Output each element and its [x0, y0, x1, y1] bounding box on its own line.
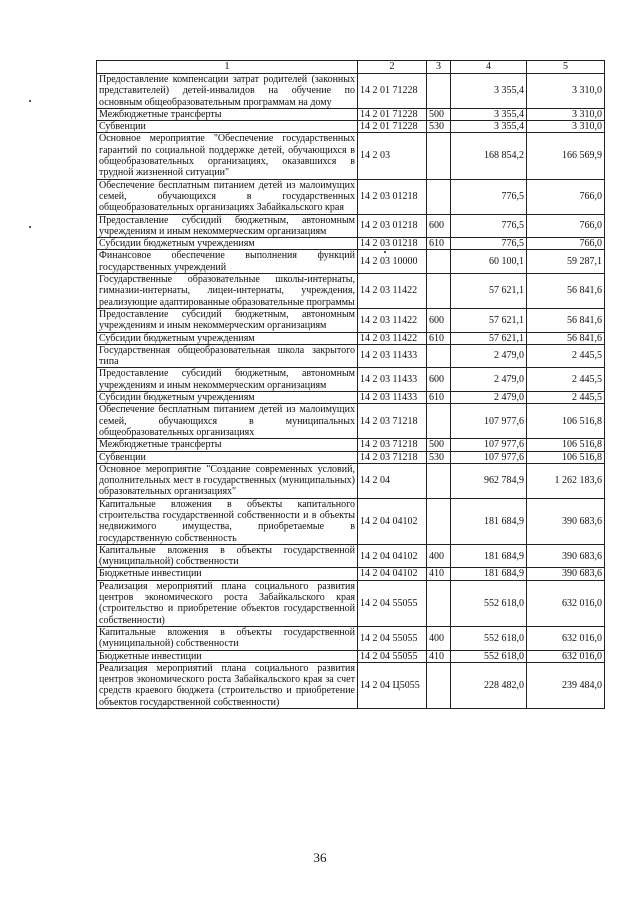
margin-mark [29, 226, 31, 228]
row-code-cell: 14 2 04 55055 [358, 626, 427, 650]
row-code-cell: 14 2 03 71218 [358, 439, 427, 451]
row-type-cell [427, 133, 451, 179]
row-value-cell: 962 784,9 [451, 463, 527, 498]
row-value-cell: 552 618,0 [451, 626, 527, 650]
row-value-cell: 106 516,8 [527, 404, 605, 439]
row-name-cell: Бюджетные инвестиции [97, 568, 358, 580]
table-row [97, 179, 605, 214]
row-type-cell [427, 404, 451, 439]
row-value-cell: 776,5 [451, 214, 527, 238]
row-code-cell: 14 2 03 71218 [358, 451, 427, 463]
page-number: 36 [313, 850, 327, 865]
row-type-cell: 600 [427, 214, 451, 238]
row-type-cell: 610 [427, 332, 451, 344]
row-value-cell: 181 684,9 [451, 498, 527, 544]
row-name-cell: Капитальные вложения в объекты государственной (муниципальной) собственности [97, 626, 358, 650]
row-value-cell: 552 618,0 [451, 650, 527, 662]
row-type-cell: 500 [427, 439, 451, 451]
row-type-cell: 410 [427, 650, 451, 662]
row-code-cell: 14 2 03 11422 [358, 332, 427, 344]
row-value-cell: 3 355,4 [451, 121, 527, 133]
row-code-cell: 14 2 03 71218 [358, 404, 427, 439]
row-value-cell: 3 355,4 [451, 108, 527, 120]
row-value-cell: 59 287,1 [527, 250, 605, 274]
row-name-cell: Субсидии бюджетным учреждениям [97, 392, 358, 404]
row-value-cell: 181 684,9 [451, 544, 527, 568]
row-value-cell: 766,0 [527, 214, 605, 238]
row-code-cell: 14 2 04 04102 [358, 498, 427, 544]
table-row [97, 133, 605, 179]
row-value-cell: 2 445,5 [527, 368, 605, 392]
row-value-cell: 57 621,1 [451, 332, 527, 344]
row-value-cell: 632 016,0 [527, 580, 605, 626]
table-row [97, 580, 605, 626]
column-header: 3 [427, 61, 451, 74]
row-value-cell: 228 482,0 [451, 662, 527, 708]
row-name-cell: Предоставление компенсации затрат родителей (законных представителей) детей-инвалидов на обучение по основным общеобразовательным программам на дому [97, 74, 358, 109]
row-code-cell: 14 2 03 [358, 133, 427, 179]
table-row [97, 344, 605, 368]
row-code-cell: 14 2 03 11422 [358, 308, 427, 332]
table-row [97, 368, 605, 392]
table-row [97, 238, 605, 250]
row-name-cell: Бюджетные инвестиции [97, 650, 358, 662]
row-code-cell: 14 2 01 71228 [358, 108, 427, 120]
table-row [97, 650, 605, 662]
row-value-cell: 56 841,6 [527, 332, 605, 344]
table-row [97, 121, 605, 133]
row-type-cell [427, 344, 451, 368]
row-value-cell: 390 683,6 [527, 498, 605, 544]
row-name-cell: Межбюджетные трансферты [97, 108, 358, 120]
row-type-cell [427, 74, 451, 109]
row-type-cell: 410 [427, 568, 451, 580]
row-value-cell: 3 355,4 [451, 74, 527, 109]
row-name-cell: Финансовое обеспечение выполнения функций государственных учреждений [97, 250, 358, 274]
row-name-cell: Субсидии бюджетным учреждениям [97, 332, 358, 344]
row-value-cell: 766,0 [527, 238, 605, 250]
row-code-cell: 14 2 03 11433 [358, 368, 427, 392]
row-code-cell: 14 2 04 Ц5055 [358, 662, 427, 708]
row-name-cell: Предоставление субсидий бюджетным, автономным учреждениям и иным некоммерческим организациям [97, 368, 358, 392]
table-row [97, 498, 605, 544]
row-value-cell: 2 445,5 [527, 392, 605, 404]
row-code-cell: 14 2 03 01218 [358, 214, 427, 238]
row-name-cell: Основное мероприятие "Обеспечение государственных гарантий по социальной поддержке детей, обучающихся в общеобразовательных организациях, оказавшихся в трудной жизненной ситуации" [97, 133, 358, 179]
row-name-cell: Основное мероприятие "Создание современных условий, дополнительных мест в государственных (муниципальных) образовательных организациях" [97, 463, 358, 498]
table-row [97, 451, 605, 463]
row-value-cell: 2 479,0 [451, 368, 527, 392]
table-row [97, 250, 605, 274]
table-row [97, 332, 605, 344]
table-header-row [97, 61, 605, 74]
row-code-cell: 14 2 04 55055 [358, 650, 427, 662]
table-row [97, 626, 605, 650]
row-value-cell: 3 310,0 [527, 121, 605, 133]
row-value-cell: 107 977,6 [451, 451, 527, 463]
row-type-cell: 500 [427, 108, 451, 120]
row-value-cell: 166 569,9 [527, 133, 605, 179]
row-type-cell [427, 179, 451, 214]
table-row [97, 404, 605, 439]
row-name-cell: Субвенции [97, 451, 358, 463]
row-value-cell: 56 841,6 [527, 308, 605, 332]
row-value-cell: 57 621,1 [451, 308, 527, 332]
row-value-cell: 107 977,6 [451, 404, 527, 439]
row-value-cell: 3 310,0 [527, 74, 605, 109]
row-type-cell [427, 662, 451, 708]
row-type-cell: 530 [427, 121, 451, 133]
table-row [97, 439, 605, 451]
row-value-cell: 56 841,6 [527, 274, 605, 309]
row-code-cell: 14 2 04 04102 [358, 544, 427, 568]
row-value-cell: 168 854,2 [451, 133, 527, 179]
row-value-cell: 552 618,0 [451, 580, 527, 626]
row-name-cell: Обеспечение бесплатным питанием детей из малоимущих семей, обучающихся в государственных общеобразовательных организациях Забайкальского края [97, 179, 358, 214]
row-type-cell: 610 [427, 238, 451, 250]
row-value-cell: 2 479,0 [451, 344, 527, 368]
row-value-cell: 181 684,9 [451, 568, 527, 580]
row-name-cell: Субсидии бюджетным учреждениям [97, 238, 358, 250]
row-value-cell: 106 516,8 [527, 451, 605, 463]
row-value-cell: 107 977,6 [451, 439, 527, 451]
row-code-cell: 14 2 04 [358, 463, 427, 498]
row-name-cell: Предоставление субсидий бюджетным, автономным учреждениям и иным некоммерческим организациям [97, 308, 358, 332]
row-code-cell: 14 2 03 11433 [358, 392, 427, 404]
row-type-cell: 530 [427, 451, 451, 463]
row-type-cell [427, 463, 451, 498]
row-value-cell: 106 516,8 [527, 439, 605, 451]
table-row [97, 274, 605, 309]
row-code-cell: 14 2 01 71228 [358, 74, 427, 109]
row-value-cell: 57 621,1 [451, 274, 527, 309]
row-value-cell: 239 484,0 [527, 662, 605, 708]
row-code-cell: 14 2 04 55055 [358, 580, 427, 626]
row-value-cell: 3 310,0 [527, 108, 605, 120]
row-value-cell: 390 683,6 [527, 544, 605, 568]
row-value-cell: 632 016,0 [527, 650, 605, 662]
row-value-cell: 2 479,0 [451, 392, 527, 404]
row-type-cell [427, 250, 451, 274]
row-type-cell [427, 498, 451, 544]
column-header: 2 [358, 61, 427, 74]
row-type-cell: 400 [427, 544, 451, 568]
row-value-cell: 776,5 [451, 238, 527, 250]
row-value-cell: 2 445,5 [527, 344, 605, 368]
row-name-cell: Обеспечение бесплатным питанием детей из малоимущих семей, обучающихся в муниципальных общеобразовательных организациях [97, 404, 358, 439]
row-value-cell: 60 100,1 [451, 250, 527, 274]
row-type-cell [427, 274, 451, 309]
row-value-cell: 632 016,0 [527, 626, 605, 650]
row-name-cell: Субвенции [97, 121, 358, 133]
budget-table [96, 60, 605, 709]
column-header: 4 [451, 61, 527, 74]
table-row [97, 108, 605, 120]
row-code-cell: 14 2 03 11433 [358, 344, 427, 368]
table-row [97, 662, 605, 708]
table-row [97, 463, 605, 498]
column-header: 5 [527, 61, 605, 74]
row-code-cell: 14 2 04 04102 [358, 568, 427, 580]
row-code-cell: 14 2 03 01218 [358, 238, 427, 250]
row-name-cell: Реализация мероприятий плана социального развития центров экономического роста Забайкальского края (строительство и приобретение объектов государственной собственности) [97, 580, 358, 626]
row-type-cell: 600 [427, 368, 451, 392]
row-name-cell: Реализация мероприятий плана социального развития центров экономического роста Забайкальского края за счет средств краевого бюджета (строительство и приобретение объектов государственной собственности) [97, 662, 358, 708]
row-value-cell: 1 262 183,6 [527, 463, 605, 498]
row-name-cell: Капитальные вложения в объекты капитального строительства государственной собственности и в объекты недвижимого имущества, приобретаемые в государственную собственность [97, 498, 358, 544]
margin-mark [29, 100, 31, 102]
row-code-cell: 14 2 03 01218 [358, 179, 427, 214]
row-code-cell: 14 2 03 10000 [358, 250, 427, 274]
row-name-cell: Предоставление субсидий бюджетным, автономным учреждениям и иным некоммерческим организациям [97, 214, 358, 238]
row-type-cell: 610 [427, 392, 451, 404]
row-type-cell [427, 580, 451, 626]
row-value-cell: 766,0 [527, 179, 605, 214]
row-code-cell: 14 2 01 71228 [358, 121, 427, 133]
table-row [97, 544, 605, 568]
row-name-cell: Капитальные вложения в объекты государственной (муниципальной) собственности [97, 544, 358, 568]
table-row [97, 568, 605, 580]
table-row [97, 308, 605, 332]
column-header: 1 [97, 61, 358, 74]
table-row [97, 214, 605, 238]
row-type-cell: 600 [427, 308, 451, 332]
row-type-cell: 400 [427, 626, 451, 650]
table-row [97, 74, 605, 109]
table-row [97, 392, 605, 404]
row-value-cell: 776,5 [451, 179, 527, 214]
row-value-cell: 390 683,6 [527, 568, 605, 580]
row-name-cell: Государственные образовательные школы-интернаты, гимназии-интернаты, лицеи-интернаты, учреждения, реализующие адаптированные образовательные программы [97, 274, 358, 309]
row-code-cell: 14 2 03 11422 [358, 274, 427, 309]
row-name-cell: Межбюджетные трансферты [97, 439, 358, 451]
row-name-cell: Государственная общеобразовательная школа закрытого типа [97, 344, 358, 368]
